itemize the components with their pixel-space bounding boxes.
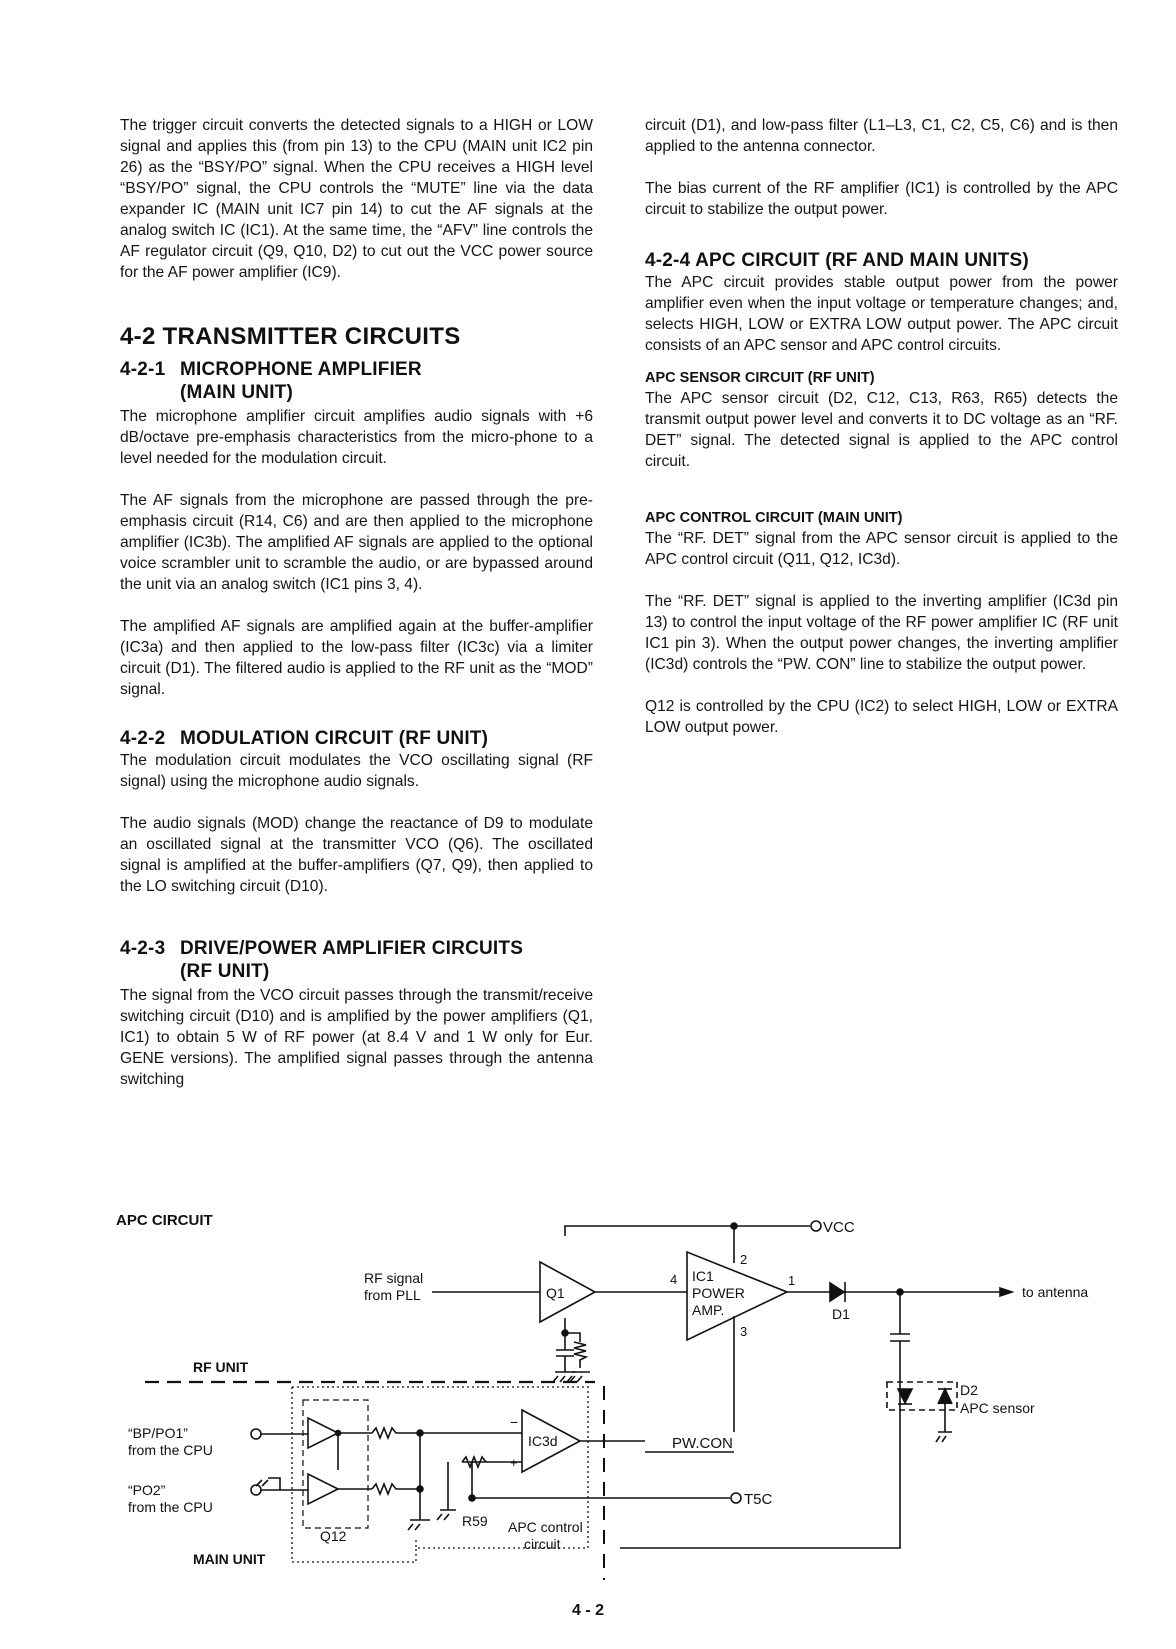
- to-antenna-label: to antenna: [1022, 1284, 1089, 1300]
- t5c-label: T5C: [744, 1491, 773, 1508]
- apc-control-heading: APC CONTROL CIRCUIT (MAIN UNIT): [645, 510, 903, 526]
- mic-amp-paragraph-2: The AF signals from the microphone are passed through the pre-emphasis circuit (R14, C6) and are then applied to the microphone amplifier (IC3b). The amplified AF signals are applied to the optional voice scrambler unit to scramble the audio, or are bypassed around the unit via an analog switch (IC1 pins 3, 4).: [120, 492, 593, 593]
- ic1-pin4: 4: [670, 1272, 678, 1287]
- antenna-arrow: [1000, 1288, 1012, 1296]
- apc-control-paragraph-1: The “RF. DET” signal from the APC sensor circuit is applied to the APC control circuit (Q11, Q12, IC3d).: [645, 530, 1118, 568]
- intro-paragraph: The trigger circuit converts the detected signals to a HIGH or LOW signal and applies this (from pin 13) to the CPU (MAIN unit IC2 pin 26) as the “BSY/PO” signal. When the CPU receives a HIGH level “BSY/PO” signal, the CPU controls the “MUTE” line via the data expander IC (MAIN unit IC7 pin 14) to cut the AF signals at the analog switch IC (IC1). At the same time, the “AFV” line controls the AF regulator circuit (Q9, Q10, D2) to cut out the VCC power source for the AF power amplifier (IC9).: [120, 117, 593, 281]
- mic-amp-paragraph-1: The microphone amplifier circuit amplifies audio signals with +6 dB/octave pre-emphasis characteristics from the micro-phone to a level needed for the modulation circuit.: [120, 408, 593, 467]
- bp-po1-label-2: from the CPU: [128, 1442, 213, 1458]
- ic3d-minus: −: [510, 1414, 519, 1430]
- apc-control-paragraph-3: Q12 is controlled by the CPU (IC2) to select HIGH, LOW or EXTRA LOW output power.: [645, 698, 1118, 736]
- mic-amp-paragraph-3: The amplified AF signals are amplified again at the buffer-amplifier (IC3a) and then applied to the low-pass filter (IC3c) via a limiter circuit (D1). The filtered audio is applied to the RF unit as the “MOD” signal.: [120, 618, 593, 698]
- ic1-pin2: 2: [740, 1252, 748, 1267]
- apc-paragraph: The APC circuit provides stable output power from the power amplifier even when the input voltage or temperature changes; and, selects HIGH, LOW or EXTRA LOW output power. The APC circuit consists of an APC sensor and APC control circuits.: [645, 274, 1118, 354]
- antenna-paragraph: circuit (D1), and low-pass filter (L1–L3, C1, C2, C5, C6) and is then applied to the antenna connector.: [645, 117, 1118, 155]
- apc-sensor-heading: APC SENSOR CIRCUIT (RF UNIT): [645, 370, 875, 386]
- drive-amp-paragraph: The signal from the VCO circuit passes through the transmit/receive switching circuit (D10) and is amplified by the power amplifiers (Q1, IC1) to obtain 5 W of RF power (at 8.4 V and 1 W only for Eur. GENE versions). The amplified signal passes through the antenna switching: [120, 987, 593, 1088]
- r59-label: R59: [462, 1513, 488, 1529]
- apc-control-label-1: APC control: [508, 1519, 583, 1535]
- ic1-label-1: IC1: [692, 1268, 714, 1284]
- heading-4-2-2: 4-2-2 MODULATION CIRCUIT (RF UNIT): [120, 728, 489, 749]
- q1-label: Q1: [546, 1285, 565, 1301]
- heading-4-2-3: 4-2-3 DRIVE/POWER AMPLIFIER CIRCUITS (RF UNIT): [120, 938, 524, 982]
- bias-paragraph: The bias current of the RF amplifier (IC1) is controlled by the APC circuit to stabilize the output power.: [645, 180, 1118, 218]
- rf-signal-label-1: RF signal: [364, 1270, 424, 1286]
- ic1-pin1: 1: [788, 1273, 796, 1288]
- vcc-terminal: [811, 1221, 821, 1231]
- d1-diode: [830, 1283, 844, 1301]
- pwcon-label: PW.CON: [672, 1435, 733, 1452]
- bp-po1-label-1: “BP/PO1”: [128, 1425, 188, 1441]
- q12-label: Q12: [320, 1528, 347, 1544]
- heading-4-2-1: 4-2-1 MICROPHONE AMPLIFIER (MAIN UNIT): [120, 359, 422, 403]
- rf-signal-label-2: from PLL: [364, 1287, 421, 1303]
- page-number: 4 - 2: [571, 1602, 604, 1619]
- ic1-pin3: 3: [740, 1324, 748, 1339]
- ic1-label-3: AMP.: [692, 1302, 725, 1318]
- diagram-title: APC CIRCUIT: [116, 1212, 213, 1229]
- vcc-rail: [565, 1226, 810, 1236]
- po2-label-1: “PO2”: [128, 1482, 166, 1498]
- d1-label: D1: [832, 1306, 850, 1322]
- modulation-paragraph-2: The audio signals (MOD) change the reactance of D9 to modulate an oscillated signal at the transmitter VCO (Q6). The oscillated signal is amplified at the buffer-amplifiers (Q7, Q9), then applied to the LO switching circuit (D10).: [120, 815, 593, 895]
- apc-control-paragraph-2: The “RF. DET” signal is applied to the inverting amplifier (IC3d pin 13) to control the input voltage of the RF power amplifier IC (RF unit IC1 pin 3). When the output power changes, the inverting amplifier (IC3d) controls the “PW. CON” line to stabilize the output power.: [645, 593, 1118, 673]
- main-unit-label: MAIN UNIT: [193, 1551, 266, 1567]
- apc-sensor-paragraph: The APC sensor circuit (D2, C12, C13, R63, R65) detects the transmit output power level and converts it to DC voltage as an “RF. DET” signal. The detected signal is applied to the APC control circuit.: [645, 390, 1118, 470]
- ic3d-plus: +: [510, 1455, 518, 1470]
- modulation-paragraph-1: The modulation circuit modulates the VCO oscillating signal (RF signal) using the microphone audio signals.: [120, 752, 593, 790]
- q12-box: [303, 1400, 368, 1528]
- ic1-label-2: POWER: [692, 1285, 745, 1301]
- po2-label-2: from the CPU: [128, 1499, 213, 1515]
- vcc-label: VCC: [823, 1219, 855, 1236]
- rf-unit-label: RF UNIT: [193, 1359, 249, 1375]
- apc-sensor-label: APC sensor: [960, 1400, 1035, 1416]
- section-title: 4-2 TRANSMITTER CIRCUITS: [120, 323, 461, 350]
- heading-4-2-4: 4-2-4 APC CIRCUIT (RF AND MAIN UNITS): [645, 250, 1029, 271]
- ic3d-label: IC3d: [528, 1433, 558, 1449]
- apc-control-label-2: circuit: [524, 1536, 561, 1552]
- d2-label: D2: [960, 1382, 978, 1398]
